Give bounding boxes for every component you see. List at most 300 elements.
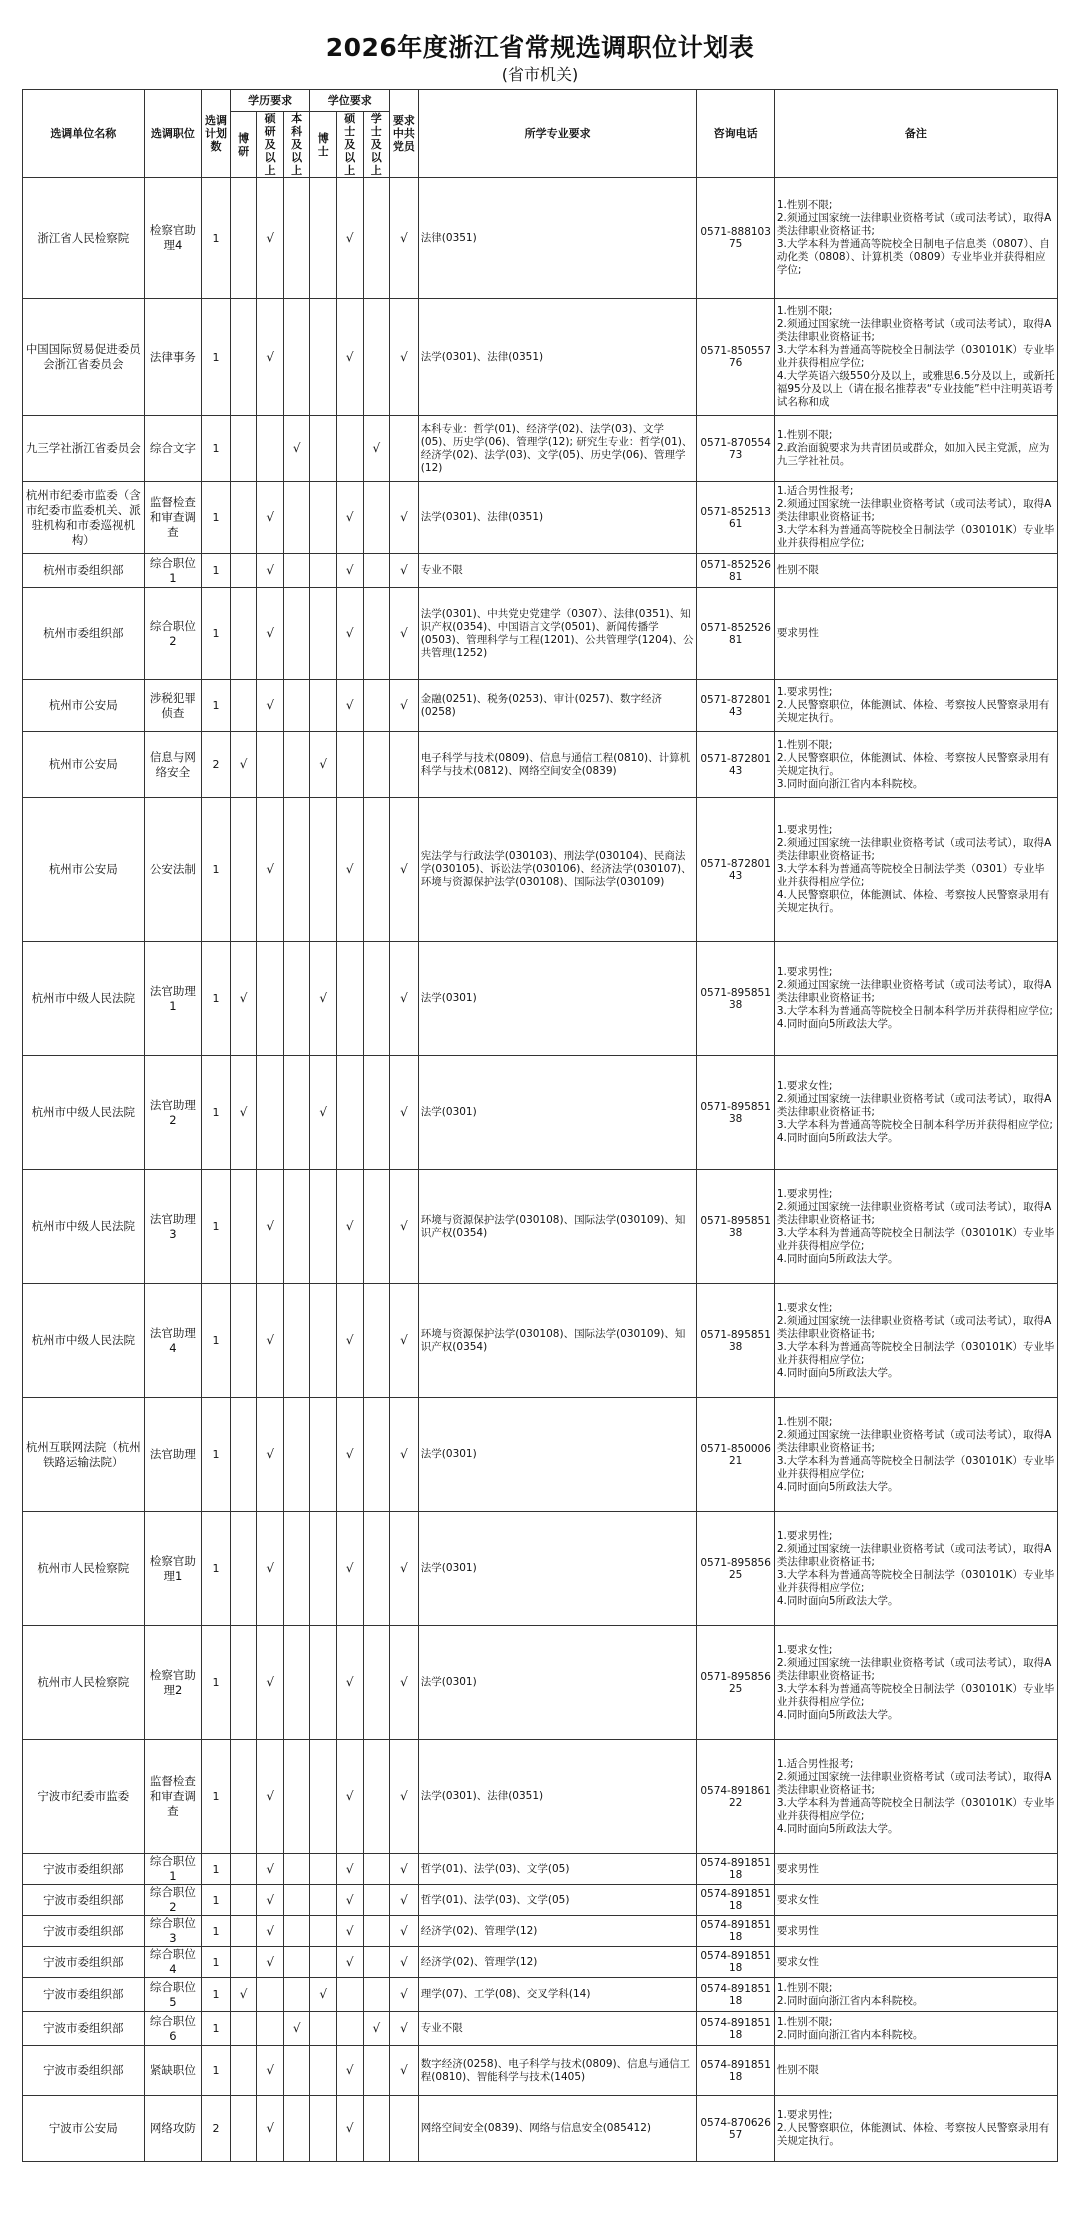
note-line: 3.同时面向浙江省内本科院校。 [776, 777, 924, 790]
header-deg-phd: 博士 [310, 112, 337, 178]
row-edu-master-mark: √ [257, 1916, 284, 1947]
table-row [23, 1512, 1058, 1626]
row-position-cell: 综合职位6 [144, 2012, 201, 2046]
note-line: 4.同时面向5所政法大学。 [776, 1018, 899, 1030]
row-phone-cell: 0571-88810375 [697, 178, 774, 299]
row-edu-bachelor-mark [283, 1740, 310, 1854]
row-note-cell [774, 1916, 1057, 1947]
table-row [23, 482, 1058, 554]
row-count-cell: 1 [202, 588, 231, 680]
row-edu-phd-mark [230, 1947, 257, 1978]
row-deg-phd-mark [310, 482, 337, 554]
row-unit-cell: 九三学社浙江省委员会 [23, 416, 145, 482]
note-line: 2.须通过国家统一法律职业资格考试（或司法考试），取得A类法律职业资格证书; [776, 1428, 1052, 1454]
row-deg-bachelor-mark: √ [363, 416, 390, 482]
row-note-cell [774, 1947, 1057, 1978]
row-note-cell [774, 178, 1057, 299]
row-note-cell [774, 1854, 1057, 1885]
note-line: 2.人民警察职位，体能测试、体检、考察按人民警察录用有关规定执行。 [776, 751, 1050, 777]
row-deg-phd-mark [310, 680, 337, 732]
note-line: 要求女性 [776, 1893, 819, 1906]
note-line: 2.须通过国家统一法律职业资格考试（或司法考试），取得A类法律职业资格证书; [776, 1770, 1052, 1796]
row-party-mark: √ [390, 554, 419, 588]
row-note-cell [774, 1626, 1057, 1740]
note-line: 2.须通过国家统一法律职业资格考试（或司法考试），取得A类法律职业资格证书; [776, 318, 1052, 343]
note-line: 3.大学本科为普通高等院校全日制法学（030101K）专业毕业并获得相应学位; [776, 1796, 1055, 1822]
note-line: 1.要求女性; [776, 1643, 833, 1656]
note-line: 1.适合男性报考; [776, 1757, 854, 1770]
row-note-cell [774, 1740, 1057, 1854]
row-edu-bachelor-mark [283, 1626, 310, 1740]
table-row [23, 680, 1058, 732]
row-phone-cell: 0571-89585138 [697, 1170, 774, 1284]
row-phone-cell: 0571-89585625 [697, 1512, 774, 1626]
row-count-cell: 1 [202, 1916, 231, 1947]
row-phone-cell: 0571-85251361 [697, 482, 774, 554]
row-party-mark: √ [390, 1512, 419, 1626]
row-deg-master-mark: √ [336, 1512, 363, 1626]
row-deg-master-mark: √ [336, 680, 363, 732]
row-major-cell: 网络空间安全(0839)、网络与信息安全(085412) [418, 2096, 697, 2162]
row-unit-cell: 杭州市纪委市监委（含市纪委市监委机关、派驻机构和市委巡视机构） [23, 482, 145, 554]
note-line: 4.同时面向5所政法大学。 [776, 1594, 899, 1607]
row-deg-bachelor-mark [363, 798, 390, 942]
row-deg-master-mark: √ [336, 1947, 363, 1978]
note-line: 2.须通过国家统一法律职业资格考试（或司法考试），取得A类法律职业资格证书; [776, 498, 1052, 523]
row-edu-master-mark: √ [257, 1170, 284, 1284]
row-major-cell: 理学(07)、工学(08)、交叉学科(14) [418, 1978, 697, 2012]
row-deg-master-mark [336, 416, 363, 482]
row-unit-cell: 杭州市委组织部 [23, 588, 145, 680]
row-position-cell: 公安法制 [144, 798, 201, 942]
row-edu-bachelor-mark [283, 1398, 310, 1512]
row-note-cell [774, 1056, 1057, 1170]
row-count-cell: 1 [202, 299, 231, 416]
row-edu-bachelor-mark: √ [283, 2012, 310, 2046]
row-party-mark: √ [390, 1854, 419, 1885]
row-count-cell: 1 [202, 1170, 231, 1284]
note-line: 1.要求男性; [776, 1529, 833, 1542]
row-note-cell [774, 1284, 1057, 1398]
row-phone-cell: 0574-89185118 [697, 1978, 774, 2012]
row-note-cell [774, 554, 1057, 588]
row-party-mark: √ [390, 798, 419, 942]
row-edu-master-mark: √ [257, 1512, 284, 1626]
row-phone-cell: 0571-85055776 [697, 299, 774, 416]
row-position-cell: 法官助理4 [144, 1284, 201, 1398]
row-deg-phd-mark [310, 588, 337, 680]
row-deg-master-mark: √ [336, 1284, 363, 1398]
note-line: 4.同时面向5所政法大学。 [776, 1366, 899, 1379]
row-count-cell: 1 [202, 680, 231, 732]
row-edu-master-mark: √ [257, 178, 284, 299]
row-deg-bachelor-mark [363, 2046, 390, 2096]
note-line: 2.须通过国家统一法律职业资格考试（或司法考试），取得A类法律职业资格证书; [776, 1314, 1052, 1340]
note-line: 4.同时面向5所政法大学。 [776, 1822, 899, 1835]
table-row [23, 2096, 1058, 2162]
row-party-mark: √ [390, 1056, 419, 1170]
row-edu-bachelor-mark [283, 2046, 310, 2096]
row-deg-master-mark: √ [336, 2096, 363, 2162]
note-line: 4.同时面向5所政法大学。 [776, 1480, 899, 1493]
row-edu-bachelor-mark [283, 178, 310, 299]
row-edu-bachelor-mark [283, 1947, 310, 1978]
row-position-cell: 综合职位4 [144, 1947, 201, 1978]
row-edu-phd-mark [230, 482, 257, 554]
row-edu-master-mark: √ [257, 1740, 284, 1854]
row-major-cell: 电子科学与技术(0809)、信息与通信工程(0810)、计算机科学与技术(0812)、网络空间安全(0839) [418, 732, 697, 798]
row-count-cell: 1 [202, 1626, 231, 1740]
row-count-cell: 1 [202, 178, 231, 299]
row-unit-cell: 宁波市纪委市监委 [23, 1740, 145, 1854]
row-count-cell: 1 [202, 798, 231, 942]
table-header [23, 90, 1058, 178]
table-row [23, 1947, 1058, 1978]
row-count-cell: 1 [202, 1978, 231, 2012]
row-edu-phd-mark: √ [230, 732, 257, 798]
header-count: 选调计划数 [202, 90, 231, 178]
row-party-mark: √ [390, 942, 419, 1056]
row-count-cell: 1 [202, 1056, 231, 1170]
row-edu-master-mark: √ [257, 798, 284, 942]
row-count-cell: 1 [202, 416, 231, 482]
row-unit-cell: 杭州互联网法院（杭州铁路运输法院） [23, 1398, 145, 1512]
row-deg-phd-mark: √ [310, 732, 337, 798]
row-deg-bachelor-mark [363, 680, 390, 732]
table-row [23, 1854, 1058, 1885]
note-line: 要求男性 [776, 1924, 819, 1937]
row-party-mark: √ [390, 1626, 419, 1740]
row-note-cell [774, 1885, 1057, 1916]
table-row [23, 942, 1058, 1056]
row-count-cell: 1 [202, 1284, 231, 1398]
row-edu-phd-mark [230, 588, 257, 680]
row-edu-phd-mark [230, 1916, 257, 1947]
row-deg-bachelor-mark [363, 554, 390, 588]
row-count-cell: 1 [202, 482, 231, 554]
row-edu-master-mark: √ [257, 680, 284, 732]
row-deg-phd-mark [310, 1626, 337, 1740]
row-major-cell: 金融(0251)、税务(0253)、审计(0257)、数字经济(0258) [418, 680, 697, 732]
row-edu-master-mark [257, 732, 284, 798]
row-party-mark: √ [390, 1978, 419, 2012]
note-line: 1.性别不限; [776, 199, 833, 211]
header-edu-master: 硕研及以上 [257, 112, 284, 178]
note-line: 2.同时面向浙江省内本科院校。 [776, 2028, 924, 2041]
row-position-cell: 涉税犯罪侦查 [144, 680, 201, 732]
table-row [23, 1284, 1058, 1398]
note-line: 要求男性 [776, 1862, 819, 1875]
table-row [23, 1885, 1058, 1916]
row-edu-master-mark: √ [257, 554, 284, 588]
row-phone-cell: 0571-89585625 [697, 1626, 774, 1740]
row-major-cell: 宪法学与行政法学(030103)、刑法学(030104)、民商法学(030105)、诉讼法学(030106)、经济法学(030107)、环境与资源保护法学(030108)、国际法学(030109) [418, 798, 697, 942]
row-edu-phd-mark [230, 1740, 257, 1854]
row-count-cell: 1 [202, 1885, 231, 1916]
row-position-cell: 综合职位5 [144, 1978, 201, 2012]
note-line: 1.性别不限; [776, 2015, 833, 2028]
row-edu-phd-mark [230, 1512, 257, 1626]
row-edu-phd-mark [230, 1284, 257, 1398]
table-row [23, 2046, 1058, 2096]
header-note: 备注 [774, 90, 1057, 178]
row-position-cell: 法官助理 [144, 1398, 201, 1512]
row-unit-cell: 杭州市人民检察院 [23, 1626, 145, 1740]
header-edu-phd: 博研 [230, 112, 257, 178]
row-deg-phd-mark [310, 178, 337, 299]
row-deg-master-mark: √ [336, 299, 363, 416]
row-edu-phd-mark [230, 1170, 257, 1284]
row-unit-cell: 宁波市委组织部 [23, 2046, 145, 2096]
row-note-cell [774, 1978, 1057, 2012]
row-deg-phd-mark: √ [310, 1978, 337, 2012]
note-line: 1.要求男性; [776, 966, 833, 978]
row-phone-cell: 0574-89185118 [697, 1947, 774, 1978]
row-note-cell [774, 732, 1057, 798]
row-phone-cell: 0571-89585138 [697, 1056, 774, 1170]
row-note-cell [774, 2096, 1057, 2162]
note-line: 1.要求男性; [776, 1187, 833, 1200]
row-note-cell [774, 588, 1057, 680]
row-party-mark: √ [390, 1398, 419, 1512]
row-deg-bachelor-mark [363, 1885, 390, 1916]
row-deg-phd-mark [310, 416, 337, 482]
note-line: 2.须通过国家统一法律职业资格考试（或司法考试），取得A类法律职业资格证书; [776, 212, 1052, 237]
row-edu-bachelor-mark [283, 1056, 310, 1170]
row-note-cell [774, 1398, 1057, 1512]
row-edu-bachelor-mark [283, 482, 310, 554]
row-deg-master-mark: √ [336, 1885, 363, 1916]
note-line: 要求女性 [776, 1955, 819, 1968]
row-party-mark: √ [390, 1170, 419, 1284]
row-deg-bachelor-mark [363, 942, 390, 1056]
table-row [23, 1740, 1058, 1854]
row-deg-phd-mark: √ [310, 942, 337, 1056]
row-note-cell [774, 1512, 1057, 1626]
row-deg-phd-mark [310, 1947, 337, 1978]
row-position-cell: 监督检查和审查调查 [144, 482, 201, 554]
table-row [23, 732, 1058, 798]
row-count-cell: 1 [202, 1947, 231, 1978]
row-deg-bachelor-mark [363, 588, 390, 680]
row-deg-master-mark: √ [336, 2046, 363, 2096]
row-phone-cell: 0571-87280143 [697, 798, 774, 942]
note-line: 1.要求男性; [776, 2109, 833, 2121]
row-edu-master-mark [257, 416, 284, 482]
note-line: 3.大学本科为普通高等院校全日制法学（030101K）专业毕业并获得相应学位; [776, 1340, 1055, 1366]
note-line: 4.大学英语六级550分及以上，或雅思6.5分及以上，或新托福95分及以上（请在报名推荐表“专业技能”栏中注明英语考试名称和成 [776, 370, 1055, 408]
row-unit-cell: 宁波市委组织部 [23, 1978, 145, 2012]
table-row [23, 1398, 1058, 1512]
note-line: 1.性别不限; [776, 429, 833, 441]
header-major: 所学专业要求 [418, 90, 697, 178]
row-deg-bachelor-mark [363, 1284, 390, 1398]
row-edu-master-mark [257, 1978, 284, 2012]
row-position-cell: 综合职位3 [144, 1916, 201, 1947]
note-line: 2.须通过国家统一法律职业资格考试（或司法考试），取得A类法律职业资格证书; [776, 979, 1052, 1004]
row-edu-phd-mark: √ [230, 1056, 257, 1170]
note-line: 3.大学本科为普通高等院校全日制法学（030101K）专业毕业并获得相应学位; [776, 1568, 1055, 1594]
row-deg-bachelor-mark [363, 482, 390, 554]
row-deg-phd-mark [310, 299, 337, 416]
row-party-mark: √ [390, 588, 419, 680]
row-position-cell: 法律事务 [144, 299, 201, 416]
row-edu-phd-mark [230, 1626, 257, 1740]
row-party-mark: √ [390, 1284, 419, 1398]
row-deg-master-mark: √ [336, 798, 363, 942]
row-party-mark: √ [390, 1885, 419, 1916]
row-position-cell: 信息与网络安全 [144, 732, 201, 798]
row-note-cell [774, 299, 1057, 416]
row-phone-cell: 0571-85252681 [697, 554, 774, 588]
note-line: 2.须通过国家统一法律职业资格考试（或司法考试），取得A类法律职业资格证书; [776, 1093, 1052, 1118]
row-deg-master-mark: √ [336, 1170, 363, 1284]
row-party-mark [390, 732, 419, 798]
row-deg-master-mark: √ [336, 1626, 363, 1740]
row-edu-master-mark [257, 2012, 284, 2046]
table-row [23, 1978, 1058, 2012]
row-deg-phd-mark [310, 2096, 337, 2162]
row-count-cell: 1 [202, 942, 231, 1056]
header-deg-bachelor: 学士及以上 [363, 112, 390, 178]
row-phone-cell: 0574-89185118 [697, 1916, 774, 1947]
row-count-cell: 1 [202, 1740, 231, 1854]
row-phone-cell: 0574-89185118 [697, 1885, 774, 1916]
row-major-cell: 法学(0301)、中共党史党建学（0307）、法律(0351)、知识产权(0354)、中国语言文学(0501)、新闻传播学(0503)、管理科学与工程(1201)、公共管理学(1204)、公共管理(1252) [418, 588, 697, 680]
row-count-cell: 1 [202, 1512, 231, 1626]
row-major-cell: 经济学(02)、管理学(12) [418, 1947, 697, 1978]
row-edu-bachelor-mark [283, 798, 310, 942]
row-position-cell: 检察官助理1 [144, 1512, 201, 1626]
row-major-cell: 专业不限 [418, 2012, 697, 2046]
note-line: 1.要求男性; [776, 686, 833, 698]
note-line: 3.大学本科为普通高等院校全日制本科学历并获得相应学位; [776, 1119, 1053, 1131]
row-phone-cell: 0574-89185118 [697, 1854, 774, 1885]
row-edu-phd-mark [230, 416, 257, 482]
row-unit-cell: 宁波市委组织部 [23, 2012, 145, 2046]
row-position-cell: 检察官助理2 [144, 1626, 201, 1740]
table-row [23, 299, 1058, 416]
note-line: 1.要求女性; [776, 1301, 833, 1314]
row-note-cell [774, 482, 1057, 554]
row-deg-phd-mark [310, 554, 337, 588]
row-party-mark: √ [390, 2046, 419, 2096]
row-deg-bachelor-mark [363, 2096, 390, 2162]
table-row [23, 178, 1058, 299]
row-count-cell: 1 [202, 1398, 231, 1512]
row-deg-master-mark: √ [336, 554, 363, 588]
row-deg-phd-mark [310, 1170, 337, 1284]
row-deg-phd-mark [310, 798, 337, 942]
row-edu-bachelor-mark [283, 588, 310, 680]
row-count-cell: 1 [202, 2046, 231, 2096]
row-deg-master-mark: √ [336, 178, 363, 299]
table-row [23, 554, 1058, 588]
row-unit-cell: 宁波市委组织部 [23, 1947, 145, 1978]
row-position-cell: 综合职位1 [144, 1854, 201, 1885]
note-line: 3.大学本科为普通高等院校全日制法学（030101K）专业毕业并获得相应学位; [776, 1682, 1055, 1708]
row-deg-phd-mark [310, 1398, 337, 1512]
row-major-cell: 法学(0301) [418, 942, 697, 1056]
row-unit-cell: 杭州市公安局 [23, 680, 145, 732]
row-unit-cell: 杭州市中级人民法院 [23, 942, 145, 1056]
row-edu-master-mark: √ [257, 1885, 284, 1916]
row-edu-master-mark: √ [257, 482, 284, 554]
row-deg-phd-mark [310, 2046, 337, 2096]
note-line: 3.大学本科为普通高等院校全日制本科学历并获得相应学位; [776, 1005, 1053, 1017]
row-deg-master-mark: √ [336, 588, 363, 680]
row-phone-cell: 0574-89186122 [697, 1740, 774, 1854]
row-phone-cell: 0571-85252681 [697, 588, 774, 680]
row-phone-cell: 0571-85000621 [697, 1398, 774, 1512]
row-edu-phd-mark [230, 554, 257, 588]
row-deg-master-mark: √ [336, 1854, 363, 1885]
row-position-cell: 网络攻防 [144, 2096, 201, 2162]
row-major-cell: 法学(0301)、法律(0351) [418, 299, 697, 416]
row-unit-cell: 杭州市中级人民法院 [23, 1170, 145, 1284]
note-line: 2.须通过国家统一法律职业资格考试（或司法考试），取得A类法律职业资格证书; [776, 1656, 1052, 1682]
table-row [23, 416, 1058, 482]
row-note-cell [774, 942, 1057, 1056]
row-deg-bachelor-mark [363, 732, 390, 798]
row-unit-cell: 杭州市委组织部 [23, 554, 145, 588]
row-edu-master-mark: √ [257, 1284, 284, 1398]
row-major-cell: 法律(0351) [418, 178, 697, 299]
row-unit-cell: 杭州市中级人民法院 [23, 1284, 145, 1398]
row-count-cell: 2 [202, 732, 231, 798]
row-position-cell: 综合职位1 [144, 554, 201, 588]
row-deg-master-mark: √ [336, 1398, 363, 1512]
row-edu-phd-mark: √ [230, 942, 257, 1056]
row-edu-master-mark [257, 1056, 284, 1170]
row-deg-bachelor-mark [363, 178, 390, 299]
row-note-cell [774, 798, 1057, 942]
row-major-cell: 法学(0301)、法律(0351) [418, 1740, 697, 1854]
row-edu-bachelor-mark [283, 1512, 310, 1626]
row-edu-bachelor-mark [283, 1916, 310, 1947]
row-edu-phd-mark [230, 680, 257, 732]
row-deg-phd-mark [310, 1916, 337, 1947]
row-unit-cell: 杭州市公安局 [23, 798, 145, 942]
note-line: 1.性别不限; [776, 1415, 833, 1428]
row-edu-master-mark: √ [257, 1398, 284, 1512]
row-party-mark: √ [390, 178, 419, 299]
row-deg-master-mark [336, 732, 363, 798]
row-position-cell: 紧缺职位 [144, 2046, 201, 2096]
row-edu-bachelor-mark [283, 1978, 310, 2012]
note-line: 4.同时面向5所政法大学。 [776, 1708, 899, 1721]
row-unit-cell: 宁波市委组织部 [23, 1885, 145, 1916]
note-line: 性别不限 [776, 564, 819, 576]
row-deg-bachelor-mark [363, 1978, 390, 2012]
row-unit-cell: 宁波市委组织部 [23, 1854, 145, 1885]
note-line: 3.大学本科为普通高等院校全日制法学（030101K）专业毕业并获得相应学位; [776, 344, 1055, 369]
page-title: 2026年度浙江省常规选调职位计划表 [325, 33, 755, 62]
row-deg-phd-mark [310, 1740, 337, 1854]
note-line: 性别不限 [776, 2064, 819, 2076]
row-major-cell: 法学(0301) [418, 1398, 697, 1512]
row-edu-phd-mark [230, 2046, 257, 2096]
row-unit-cell: 杭州市人民检察院 [23, 1512, 145, 1626]
row-edu-master-mark: √ [257, 299, 284, 416]
row-edu-bachelor-mark [283, 1284, 310, 1398]
header-position: 选调职位 [144, 90, 201, 178]
row-unit-cell: 杭州市中级人民法院 [23, 1056, 145, 1170]
row-party-mark: √ [390, 1947, 419, 1978]
row-major-cell: 哲学(01)、法学(03)、文学(05) [418, 1885, 697, 1916]
row-party-mark: √ [390, 2012, 419, 2046]
row-major-cell: 环境与资源保护法学(030108)、国际法学(030109)、知识产权(0354) [418, 1284, 697, 1398]
